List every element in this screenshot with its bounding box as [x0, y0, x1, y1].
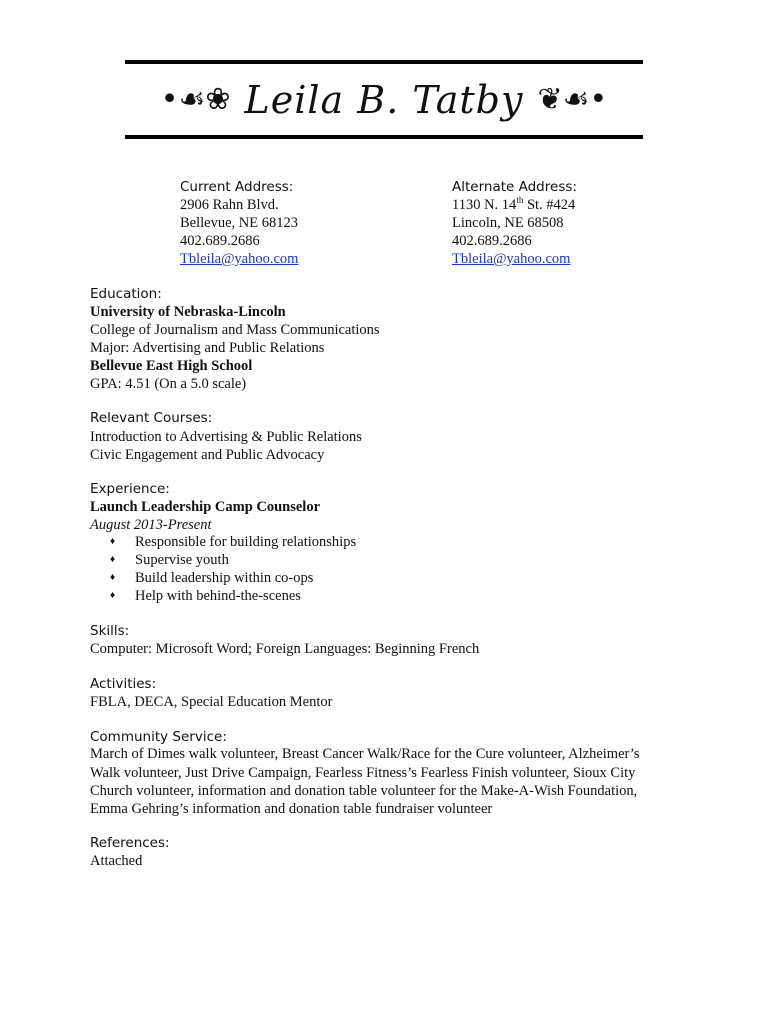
- references-heading: References:: [90, 835, 170, 851]
- alternate-street-suffix: th: [516, 195, 524, 206]
- resume-name: Leila B. Tatby: [244, 78, 524, 122]
- course-item: Civic Engagement and Public Advocacy: [90, 447, 325, 463]
- alternate-address-heading: Alternate Address:: [452, 179, 577, 195]
- diamond-bullet-icon: ♦: [110, 554, 116, 565]
- current-email-link[interactable]: Tbleila@yahoo.com: [180, 251, 299, 267]
- college-name: College of Journalism and Mass Communications: [90, 322, 380, 338]
- bullet-text: Responsible for building relationships: [135, 534, 357, 550]
- left-ornament-icon: •☙❀: [160, 82, 231, 117]
- diamond-bullet-icon: ♦: [110, 572, 116, 583]
- community-line: Walk volunteer, Just Drive Campaign, Fearless Fitness’s Fearless Finish volunteer, Sioux City: [90, 765, 636, 781]
- list-item: [110, 587, 356, 605]
- experience-heading: Experience:: [90, 481, 170, 497]
- community-heading: Community Service:: [90, 729, 227, 745]
- bullet-text: Build leadership within co-ops: [135, 570, 314, 586]
- job-title: Launch Leadership Camp Counselor: [90, 499, 321, 515]
- activities-heading: Activities:: [90, 676, 157, 692]
- alternate-city: Lincoln, NE 68508: [452, 215, 564, 231]
- list-item: [110, 551, 356, 569]
- job-dates: August 2013-Present: [90, 517, 212, 533]
- alternate-street-rest: St. #424: [523, 197, 576, 213]
- current-city: Bellevue, NE 68123: [180, 215, 298, 231]
- list-item: [110, 533, 356, 551]
- skills-heading: Skills:: [90, 623, 130, 639]
- bullet-text: Supervise youth: [135, 552, 229, 568]
- current-address-heading: Current Address:: [180, 179, 294, 195]
- alternate-phone: 402.689.2686: [452, 233, 532, 249]
- major: Major: Advertising and Public Relations: [90, 340, 325, 356]
- diamond-bullet-icon: ♦: [110, 590, 116, 601]
- gpa: GPA: 4.51 (On a 5.0 scale): [90, 376, 247, 392]
- header-top-rule: [125, 60, 643, 64]
- university-name: University of Nebraska-Lincoln: [90, 304, 286, 320]
- activities-text: FBLA, DECA, Special Education Mentor: [90, 694, 333, 710]
- header-bottom-rule: [125, 135, 643, 139]
- education-heading: Education:: [90, 286, 162, 302]
- bullet-text: Help with behind-the-scenes: [135, 588, 301, 604]
- courses-heading: Relevant Courses:: [90, 410, 213, 426]
- current-street: 2906 Rahn Blvd.: [180, 197, 279, 213]
- community-line: Emma Gehring’s information and donation table fundraiser volunteer: [90, 801, 493, 817]
- alternate-email-link[interactable]: Tbleila@yahoo.com: [452, 251, 571, 267]
- list-item: [110, 569, 356, 587]
- skills-text: Computer: Microsoft Word; Foreign Languages: Beginning French: [90, 641, 480, 657]
- right-ornament-icon: ❦☙•: [537, 82, 608, 117]
- alternate-street: [452, 196, 575, 214]
- references-text: Attached: [90, 853, 143, 869]
- community-line: Church volunteer, information and donation table volunteer for the Make-A-Wish Foundation,: [90, 783, 638, 799]
- high-school-name: Bellevue East High School: [90, 358, 253, 374]
- current-phone: 402.689.2686: [180, 233, 260, 249]
- course-item: Introduction to Advertising & Public Relations: [90, 429, 362, 445]
- alternate-street-number: 1130 N. 14: [452, 197, 517, 213]
- diamond-bullet-icon: ♦: [110, 536, 116, 547]
- header-name-row: [125, 72, 643, 128]
- experience-bullets: [110, 533, 356, 605]
- community-line: March of Dimes walk volunteer, Breast Cancer Walk/Race for the Cure volunteer, Alzheimer’s: [90, 746, 640, 762]
